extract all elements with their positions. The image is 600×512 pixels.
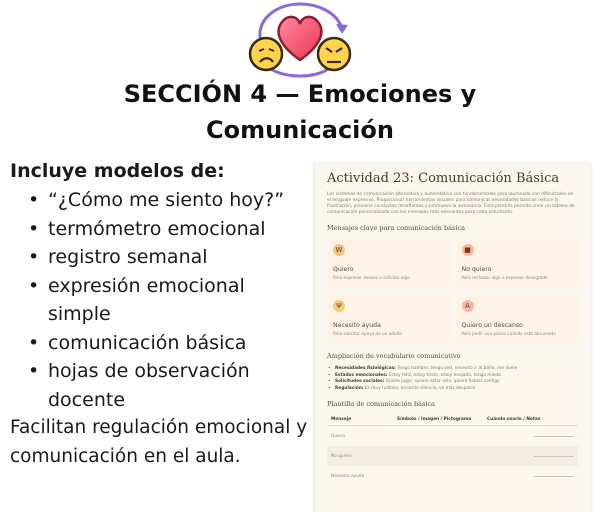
page-title-continued: Comunicación [206, 116, 394, 144]
message-card-necesito-ayuda [327, 294, 450, 344]
vocab-list [327, 366, 578, 392]
card-title: Quiero [333, 266, 354, 273]
card-desc: Para rechazar algo o expresar desagrado [461, 275, 548, 280]
vocab-text: Es muy ruidoso, necesito silencio, ve más despacio [364, 385, 476, 391]
vocab-label: Necesidades fisiológicas: [335, 366, 396, 371]
table-row [327, 426, 578, 446]
activity-document-preview [315, 163, 590, 512]
list-item: • expresión emocional simple [26, 272, 310, 329]
closing-text: Facilitan regulación emocional y comunicación en el aula. [10, 417, 308, 467]
card-title: Necesito ayuda [333, 322, 381, 329]
help-hand-icon: Ψ [333, 300, 345, 312]
cards-heading: Mensajes clave para comunicación básica [327, 224, 465, 232]
list-item: • termómetro emocional [26, 215, 310, 244]
list-item: • comunicación básica [26, 329, 310, 358]
table-row [327, 466, 578, 486]
vocab-label: Estados emocionales: [335, 372, 388, 378]
card-title: No quiero [461, 266, 492, 273]
page-title: SECCIÓN 4 — Emociones y [123, 80, 477, 108]
vocab-text: Estoy feliz, estoy triste, estoy enojado, tengo miedo [388, 372, 501, 378]
table-cell: Necesito ayuda [331, 473, 365, 479]
message-card-no-quiero [456, 238, 579, 288]
card-desc: Para pedir una pausa cuando está abrumado [461, 331, 556, 336]
card-desc: Para solicitar apoyo de un adulto [333, 331, 402, 336]
message-card-descanso [456, 294, 579, 344]
table-row [327, 446, 578, 466]
document-intro: Los sistemas de comunicación alternativa y aumentativa son fundamentales para alumnado con dificultades en el lenguaje expresivo. Proporcionar herramientas visuales para comunicar necesidades básicas reduce la frustración, previene conductas desafiantes y promueve la autonomía. Esta plantilla permite crear un tablero de comunicación personalizado con los mensajes más relevantes para cada estudiante. [327, 192, 575, 215]
table-header: Cuándo usarlo / Notas [487, 417, 541, 422]
vocab-label: Solicitudes sociales: [335, 379, 385, 384]
card-title: Quiero un descanso [461, 322, 523, 329]
includes-heading: Incluye modelos de: [10, 160, 225, 182]
vocab-item [327, 386, 578, 393]
message-card-quiero [327, 238, 450, 288]
heart-emotions-cycle-icon [240, 2, 360, 78]
list-item: • registro semanal [26, 243, 310, 272]
list-item: • hojas de observación docente [26, 357, 310, 414]
card-desc: Para expresar deseos o solicitar algo [333, 275, 410, 280]
vocab-text: Tengo hambre, tengo sed, necesito ir al baño, me duele [397, 366, 518, 371]
rest-icon: A [462, 300, 474, 312]
table-header-row [327, 414, 578, 426]
table-cell: No quiero [331, 453, 352, 459]
write-line [534, 456, 574, 457]
document-title: Actividad 23: Comunicación Básica [327, 171, 560, 186]
vocab-text: Quiero jugar, quiero estar solo, quiero hablar contigo [385, 379, 500, 384]
vocab-label: Regulación: [335, 385, 364, 391]
write-line [534, 476, 574, 477]
no-quiero-icon: ■ [462, 244, 474, 256]
table-header: Mensaje [331, 417, 352, 422]
vocab-heading: Ampliación de vocabulario comunicativo [327, 352, 461, 360]
write-line [534, 436, 574, 437]
quiero-icon: W [333, 244, 345, 256]
communication-template-table [327, 414, 578, 486]
message-cards [327, 238, 578, 344]
includes-panel [10, 160, 310, 471]
table-cell: Quiero [331, 433, 346, 439]
table-heading: Plantilla de comunicación básica [327, 400, 435, 408]
table-header: Símbolo / Imagen / Pictograma [397, 417, 472, 422]
model-list [26, 186, 310, 414]
list-item: • “¿Cómo me siento hoy?” [26, 186, 310, 215]
